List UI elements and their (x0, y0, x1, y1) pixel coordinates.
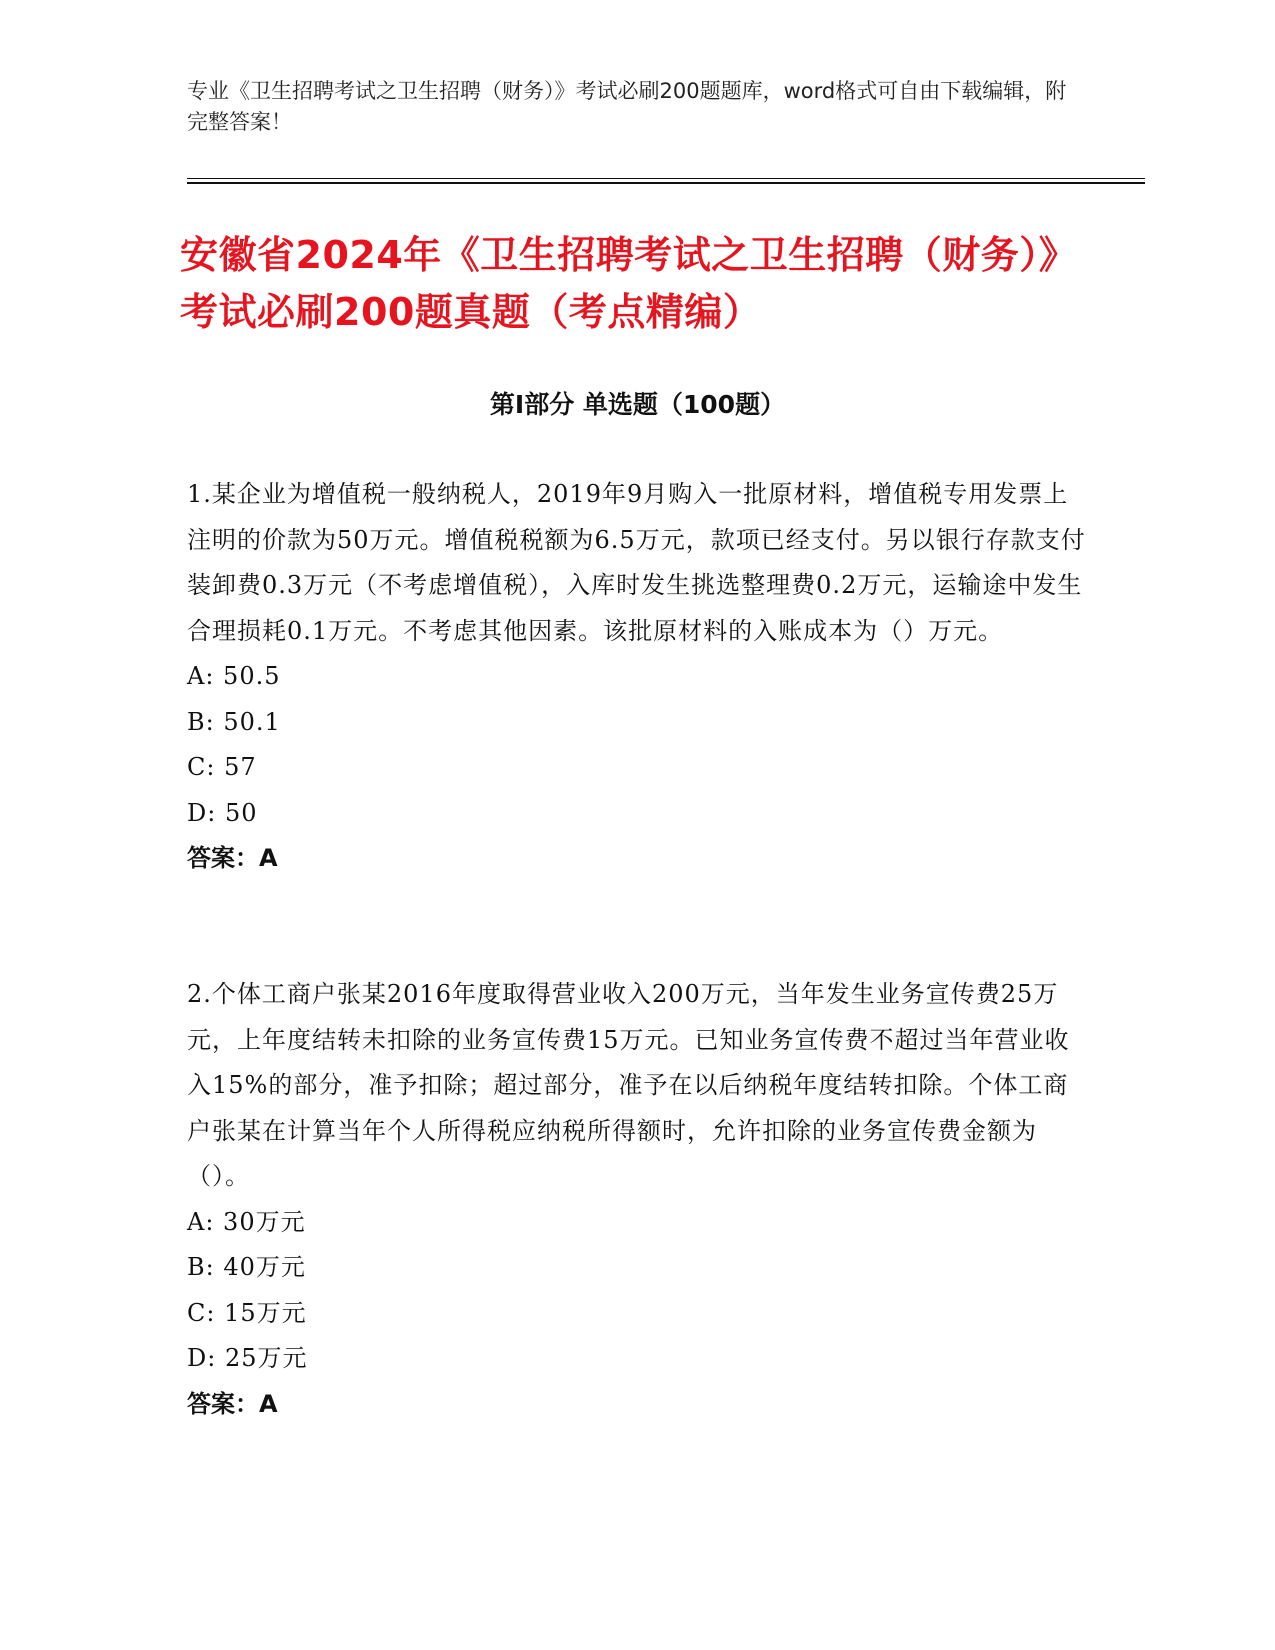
question-2-option-c: C: 15万元 (187, 1298, 307, 1327)
question-1-option-d: D: 50 (187, 798, 258, 827)
question-2-option-b: B: 40万元 (187, 1253, 306, 1281)
question-2-option-a: A: 30万元 (187, 1207, 306, 1236)
document-title: 安徽省2024年《卫生招聘考试之卫生招聘（财务）》考试必刷200题真题（考点精编） (180, 233, 1078, 334)
question-1-answer: 答案：A (187, 844, 278, 872)
question-1-option-c: C: 57 (187, 753, 257, 781)
section-title: 第Ⅰ部分 单选题（100题） (489, 390, 786, 419)
header-note: 专业《卫生招聘考试之卫生招聘（财务）》考试必刷200题题库，word格式可自由下载编辑，附完整答案！ (187, 79, 1067, 134)
question-1-option-b: B: 50.1 (187, 707, 281, 736)
question-1-option-a: A: 50.5 (187, 662, 281, 690)
question-2 (187, 972, 1087, 1427)
header-divider-thin (187, 178, 1145, 179)
header-divider-thick (187, 182, 1145, 184)
question-2-text: 2.个体工商户张某2016年度取得营业收入200万元，当年发生业务宣传费25万元，上年度结转未扣除的业务宣传费15万元。已知业务宣传费不超过当年营业收入15%的部分，准予扣除；超过部分，准予在以后纳税年度结转扣除。个体工商户张某在计算当年个人所得税应纳税所得额时，允许扣除的业务宣传费金额为（）。 (187, 980, 1070, 1190)
question-1 (187, 472, 1087, 882)
question-2-answer: 答案：A (187, 1389, 278, 1418)
question-2-option-d: D: 25万元 (187, 1344, 308, 1372)
question-1-text: 1.某企业为增值税一般纳税人，2019年9月购入一批原材料，增值税专用发票上注明的价款为50万元。增值税税额为6.5万元，款项已经支付。另以银行存款支付装卸费0.3万元（不考虑增值税），入库时发生挑选整理费0.2万元，运输途中发生合理损耗0.1万元。不考虑其他因素。该批原材料的入账成本为（）万元。 (187, 480, 1086, 645)
